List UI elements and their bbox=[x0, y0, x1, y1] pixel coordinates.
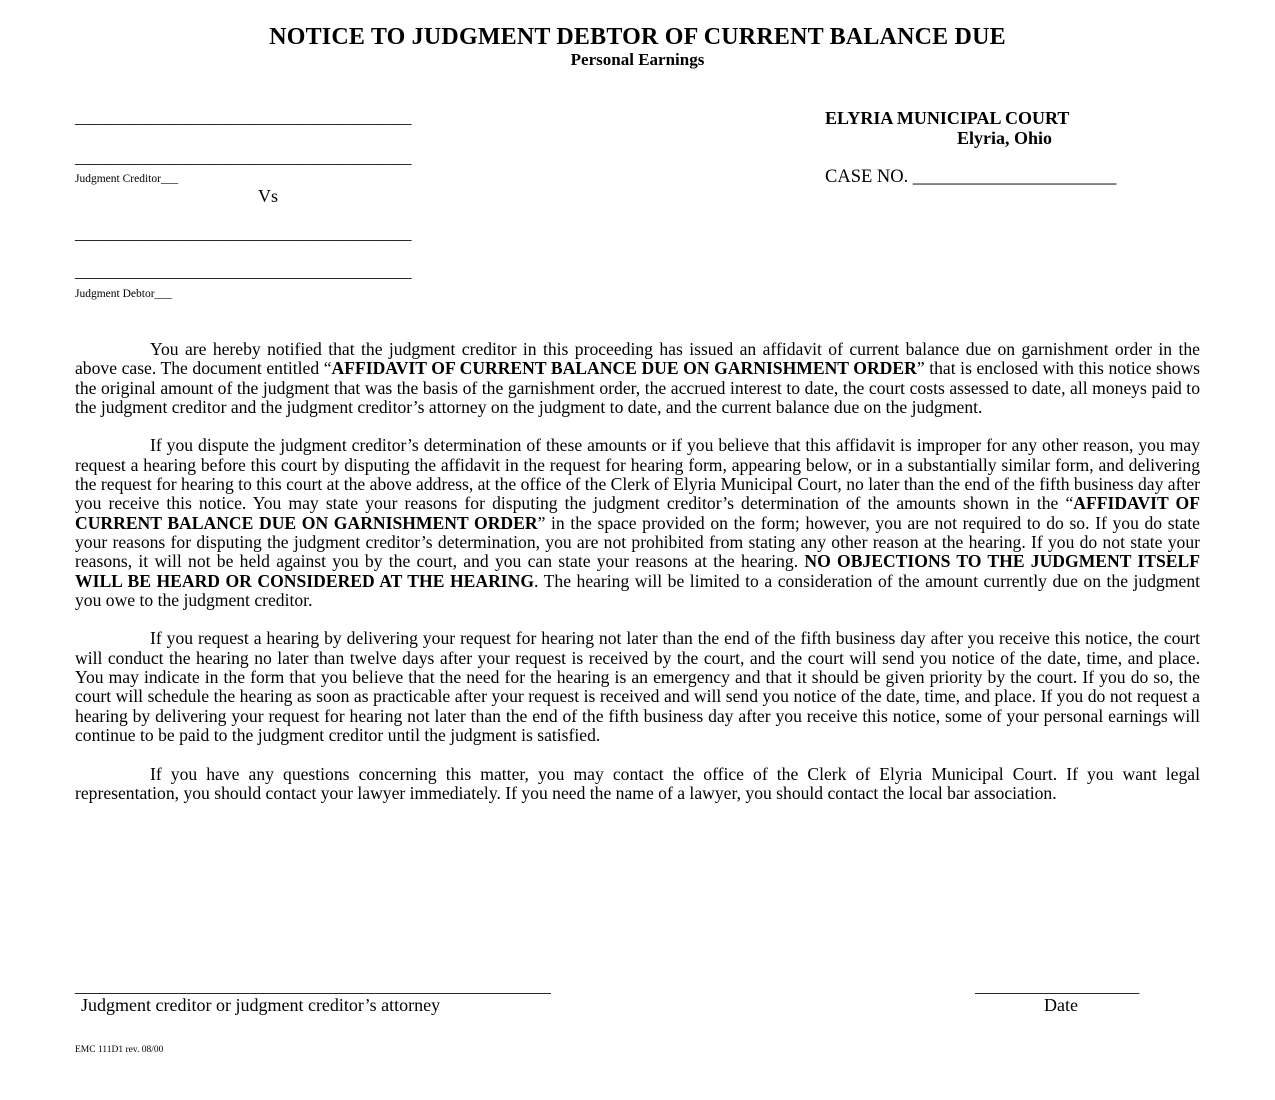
creditor-signature-label: Judgment creditor or judgment creditor’s attorney bbox=[81, 995, 441, 1015]
judgment-creditor-label: Judgment Creditor___ bbox=[75, 173, 179, 185]
versus-label: Vs bbox=[258, 186, 279, 206]
debtor-name-line-2[interactable]: _________________________________________ bbox=[75, 262, 412, 281]
creditor-name-line-2[interactable]: _________________________________________ bbox=[75, 148, 412, 167]
paragraph-affidavit-notice: You are hereby notified that the judgment creditor in this proceeding has issued an affidavit of current balance due on garnishment order in the above case. The document entitled “AFFIDAVIT OF CURRENT BALANCE DUE ON GARNISHMENT ORDER” that is enclosed with this notice shows the original amount of the judgment that was the basis of the garnishment order, the accrued interest to date, the court costs assessed to date, all moneys paid to the judgment creditor and the judgment creditor’s attorney on the judgment to date, and the current balance due on the judgment. bbox=[75, 339, 1200, 417]
court-location: Elyria, Ohio bbox=[957, 128, 1053, 148]
paragraph-questions: If you have any questions concerning this matter, you may contact the office of the Clerk of Elyria Municipal Court. If you want legal representation, you should contact your lawyer immediately. If you need the name of a lawyer, you should contact the local bar association. bbox=[75, 763, 1200, 803]
document-subtitle: Personal Earnings bbox=[570, 50, 705, 69]
judgment-debtor-label: Judgment Debtor___ bbox=[75, 288, 172, 300]
paragraph-dispute-rights: If you dispute the judgment creditor’s determination of these amounts or if you believe that this affidavit is improper for any other reason, you may request a hearing before this court by disputing the affidavit in the request for hearing form, appearing below, or in a substantially similar form, and delivering the request for hearing to this court at the above address, at the office of the Clerk of Elyria Municipal Court, no later than the end of the fifth business day after you receive this notice. You may state your reasons for disputing the judgment creditor’s determination of the amounts shown in the “AFFIDAVIT OF CURRENT BALANCE DUE ON GARNISHMENT ORDER” in the space provided on the form; however, you are not required to do so. If you do state your reasons for disputing the judgment creditor’s determination, you are not prohibited from stating any other reason at the hearing. If you do not state your reasons, it will not be held against you by the court, and you can state your reasons at the hearing. NO OBJECTIONS TO THE JUDGMENT ITSELF WILL BE HEARD OR CONSIDERED AT THE HEARING. The hearing will be limited to a consideration of the amount currently due on the judgment you owe to the judgment creditor. bbox=[75, 435, 1201, 610]
notice-body bbox=[75, 340, 1200, 822]
date-label: Date bbox=[1044, 995, 1078, 1015]
paragraph-hearing-schedule: If you request a hearing by delivering your request for hearing not later than the end of the fifth business day after you receive this notice, the court will conduct the hearing no later than twelve days after your request is received by the court, and the court will send you notice of the date, time, and place. You may indicate in the form that you believe that the need for the hearing is an emergency and that it should be given priority by the court. If you do so, the court will schedule the hearing as soon as practicable after your request is received and will send you notice of the date, time, and place. If you do not request a hearing by delivering your request for hearing not later than the end of the fifth business day after you receive this notice, some of your personal earnings will continue to be paid to the judgment creditor until the judgment is satisfied. bbox=[75, 628, 1200, 745]
debtor-name-line-1[interactable]: _________________________________________ bbox=[75, 224, 412, 243]
form-identifier: EMC 111D1 rev. 08/00 bbox=[75, 1045, 164, 1055]
date-signature-line[interactable]: ____________________ bbox=[975, 977, 1140, 996]
court-name: ELYRIA MUNICIPAL COURT bbox=[825, 108, 1070, 128]
document-title: NOTICE TO JUDGMENT DEBTOR OF CURRENT BALANCE DUE bbox=[269, 24, 1006, 50]
case-number-field[interactable]: CASE NO. ______________________ bbox=[825, 167, 1117, 187]
creditor-name-line-1[interactable]: _________________________________________ bbox=[75, 108, 412, 127]
creditor-signature-line[interactable]: __________________________________________________________ bbox=[75, 977, 551, 996]
